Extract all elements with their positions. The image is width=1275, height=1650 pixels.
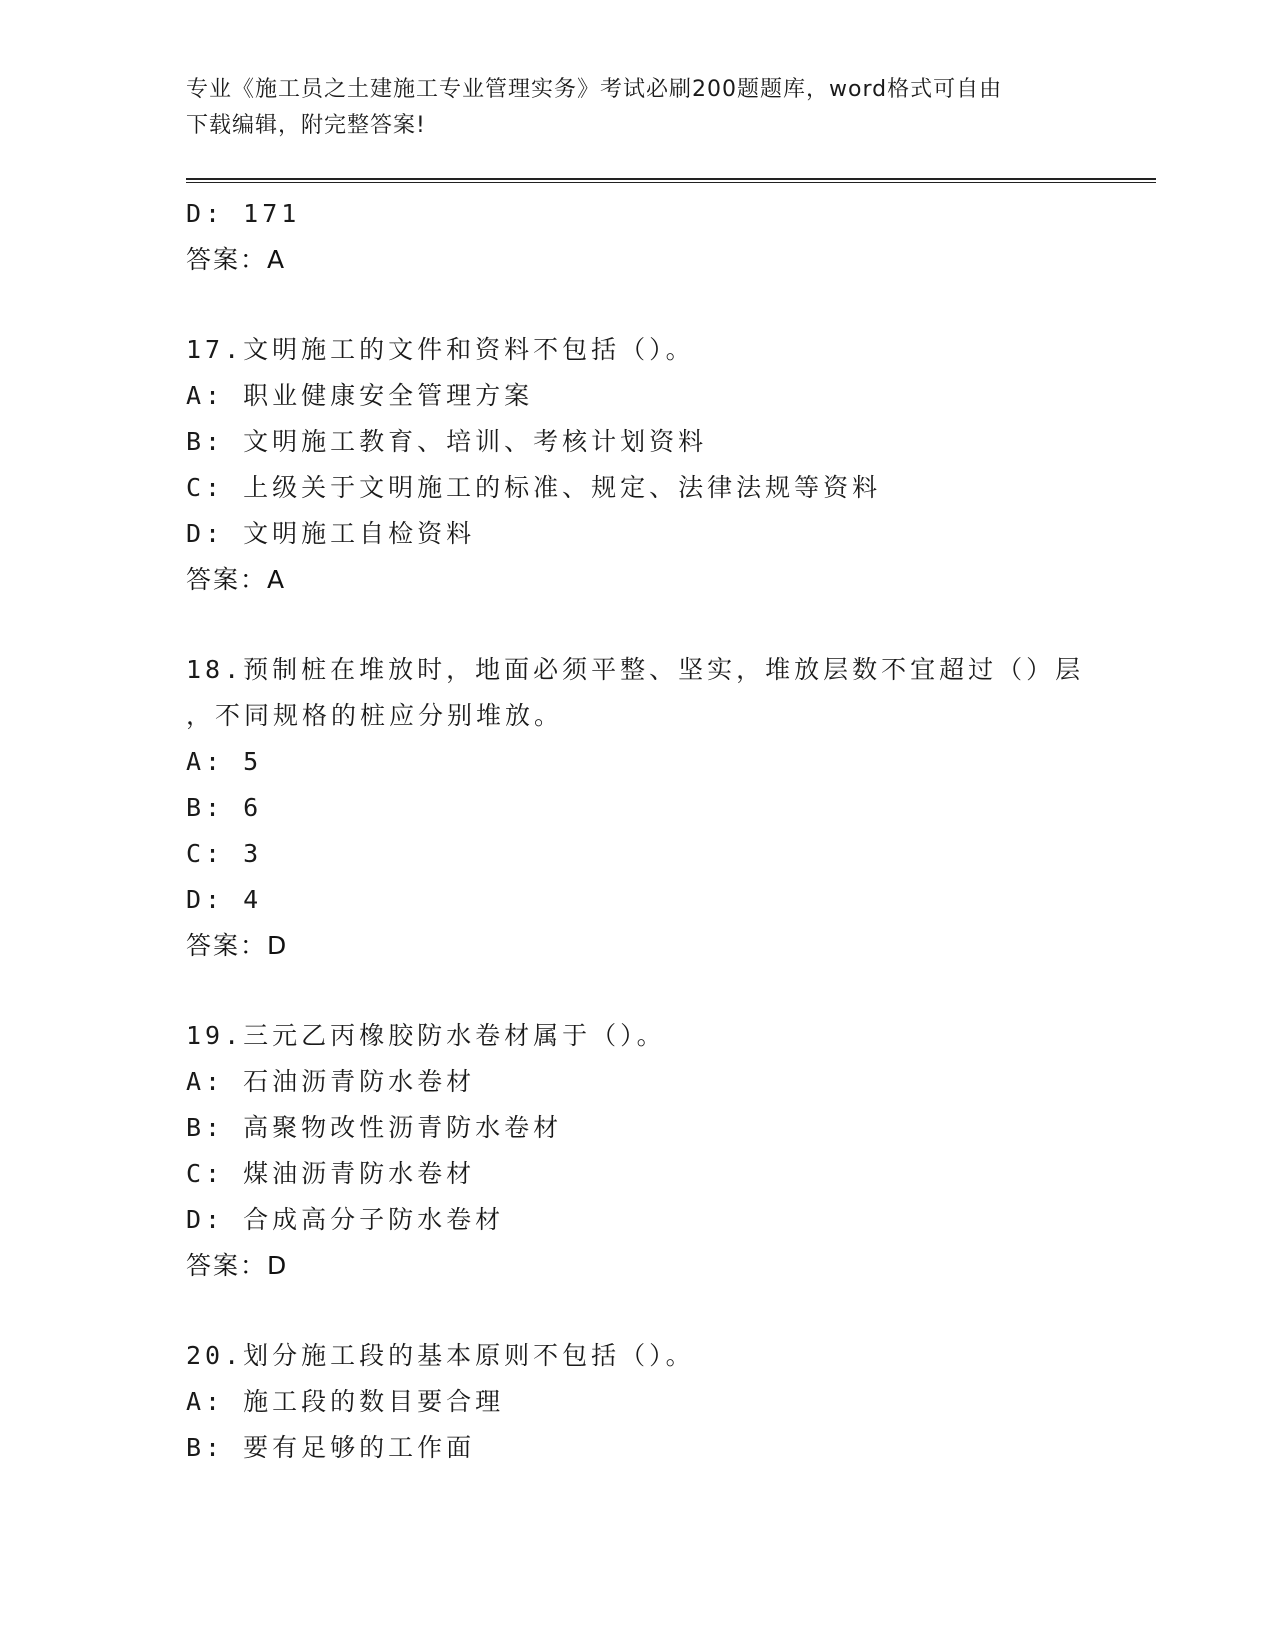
answer-line: 答案：D (186, 931, 289, 960)
option-a: A: 5 (186, 747, 263, 776)
option-d: D: 文明施工自检资料 (186, 519, 476, 548)
question-list (186, 191, 1156, 1471)
header-divider (186, 178, 1156, 183)
document-header (186, 72, 1086, 144)
question-20 (186, 1333, 1156, 1471)
q16-option-d: D: 171 (186, 199, 301, 228)
question-stem: 20.划分施工段的基本原则不包括（）。 (186, 1341, 695, 1370)
option-a: A: 职业健康安全管理方案 (186, 381, 534, 410)
option-b: B: 高聚物改性沥青防水卷材 (186, 1113, 563, 1142)
option-c: C: 上级关于文明施工的标准、规定、法律法规等资料 (186, 473, 882, 502)
question-stem: 19.三元乙丙橡胶防水卷材属于（）。 (186, 1021, 666, 1050)
option-d: D: 合成高分子防水卷材 (186, 1205, 505, 1234)
question-18 (186, 647, 1156, 969)
option-c: C: 3 (186, 839, 263, 868)
option-a: A: 施工段的数目要合理 (186, 1387, 505, 1416)
question-stem: 18.预制桩在堆放时，地面必须平整、坚实，堆放层数不宜超过（）层 (186, 655, 1085, 684)
question-19 (186, 1013, 1156, 1289)
answer-line: 答案：A (186, 565, 287, 594)
header-line-2: 下载编辑，附完整答案! (186, 113, 426, 138)
question-stem-continued: ，不同规格的桩应分别堆放。 (186, 701, 564, 730)
option-a: A: 石油沥青防水卷材 (186, 1067, 476, 1096)
header-line-1: 专业《施工员之土建施工专业管理实务》考试必刷200题题库，word格式可自由 (186, 77, 1003, 102)
option-b: B: 文明施工教育、培训、考核计划资料 (186, 427, 708, 456)
option-d: D: 4 (186, 885, 263, 914)
option-b: B: 要有足够的工作面 (186, 1433, 476, 1462)
option-b: B: 6 (186, 793, 263, 822)
document-page (186, 0, 1156, 1650)
question-17 (186, 327, 1156, 603)
answer-line: 答案：D (186, 1251, 289, 1280)
q16-answer: 答案：A (186, 245, 287, 274)
option-c: C: 煤油沥青防水卷材 (186, 1159, 476, 1188)
question-stem: 17.文明施工的文件和资料不包括（）。 (186, 335, 695, 364)
